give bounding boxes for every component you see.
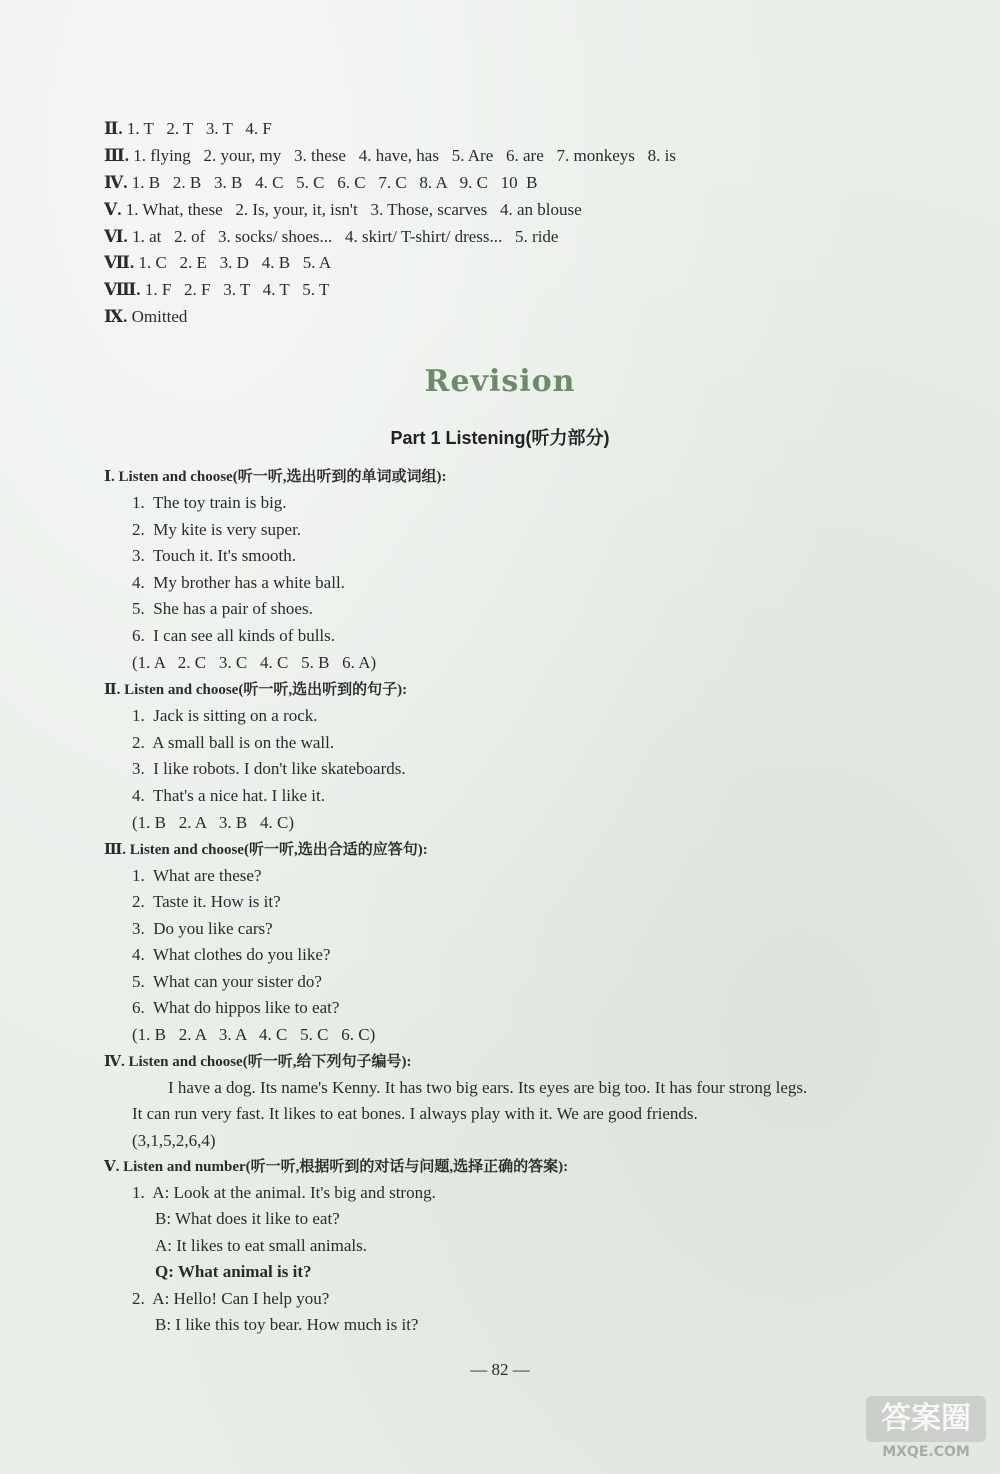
watermark-logo: 答案圈 — [866, 1396, 986, 1442]
dialogue-line: B: What does it like to eat? — [155, 1209, 340, 1228]
section-5-heading: Ⅴ. Listen and number(听一听,根据听到的对话与问题,选择正确的答案): — [104, 1159, 569, 1175]
watermark-site: MXQE.COM — [882, 1444, 970, 1460]
part-title: Part 1 Listening(听力部分) — [390, 428, 610, 448]
section-4-answer: (3,1,5,2,6,4) — [132, 1131, 216, 1150]
section-4-heading: Ⅳ. Listen and choose(听一听,给下列句子编号): — [104, 1054, 412, 1070]
section-2-item: 3. I like robots. I don't like skateboards. — [132, 759, 406, 778]
section-3-answer: (1. B 2. A 3. A 4. C 5. C 6. C) — [132, 1025, 376, 1044]
section-3-item: 4. What clothes do you like? — [132, 945, 331, 964]
section-2-item: 2. A small ball is on the wall. — [132, 733, 335, 752]
section-1-item: 1. The toy train is big. — [132, 493, 287, 512]
dialogue-line: B: I like this toy bear. How much is it? — [155, 1315, 419, 1334]
section-2-item: 1. Jack is sitting on a rock. — [132, 706, 318, 725]
answer-line-2: Ⅱ. 1. T 2. T 3. T 4. F — [104, 119, 272, 138]
dialogue-question: Q: What animal is it? — [155, 1262, 312, 1281]
section-1-item: 2. My kite is very super. — [132, 520, 302, 539]
section-2-answer: (1. B 2. A 3. B 4. C) — [132, 813, 294, 832]
watermark — [866, 1396, 986, 1460]
section-1-item: 5. She has a pair of shoes. — [132, 599, 313, 618]
answer-line-5: Ⅴ. 1. What, these 2. Is, your, it, isn't 3. Those, scarves 4. an blouse — [104, 200, 582, 219]
section-3-item: 1. What are these? — [132, 866, 262, 885]
section-1-item: 6. I can see all kinds of bulls. — [132, 626, 336, 645]
section-3-item: 5. What can your sister do? — [132, 972, 322, 991]
answer-line-7: Ⅶ. 1. C 2. E 3. D 4. B 5. A — [104, 253, 332, 272]
section-3-item: 2. Taste it. How is it? — [132, 892, 281, 911]
section-3-heading: Ⅲ. Listen and choose(听一听,选出合适的应答句): — [104, 842, 428, 858]
answer-line-8: Ⅷ. 1. F 2. F 3. T 4. T 5. T — [104, 280, 330, 299]
section-3-item: 6. What do hippos like to eat? — [132, 998, 340, 1017]
answer-line-4: Ⅳ. 1. B 2. B 3. B 4. C 5. C 6. C 7. C 8. A 9. C 10 B — [104, 173, 538, 192]
page-number: — 82 — — [470, 1360, 530, 1379]
dialogue-line: A: It likes to eat small animals. — [155, 1236, 367, 1255]
section-2-heading: Ⅱ. Listen and choose(听一听,选出听到的句子): — [104, 682, 408, 698]
answer-line-3: Ⅲ. 1. flying 2. your, my 3. these 4. have, has 5. Are 6. are 7. monkeys 8. is — [104, 146, 676, 165]
answer-line-6: Ⅵ. 1. at 2. of 3. socks/ shoes... 4. skirt/ T-shirt/ dress... 5. ride — [104, 227, 559, 246]
section-1-item: 4. My brother has a white ball. — [132, 573, 345, 592]
section-1-heading: Ⅰ. Listen and choose(听一听,选出听到的单词或词组): — [104, 469, 447, 485]
section-1-answer: (1. A 2. C 3. C 4. C 5. B 6. A) — [132, 653, 377, 672]
answer-line-9: Ⅸ. Omitted — [104, 307, 188, 326]
section-4-paragraph: It can run very fast. It likes to eat bones. I always play with it. We are good friends. — [132, 1104, 698, 1123]
revision-title: Revision — [424, 364, 576, 399]
section-3-item: 3. Do you like cars? — [132, 919, 273, 938]
dialogue-line: 2. A: Hello! Can I help you? — [132, 1289, 330, 1308]
section-1-item: 3. Touch it. It's smooth. — [132, 546, 297, 565]
section-2-item: 4. That's a nice hat. I like it. — [132, 786, 326, 805]
section-4-paragraph: I have a dog. Its name's Kenny. It has two big ears. Its eyes are big too. It has four strong legs. — [168, 1078, 808, 1097]
dialogue-line: 1. A: Look at the animal. It's big and strong. — [132, 1183, 436, 1202]
